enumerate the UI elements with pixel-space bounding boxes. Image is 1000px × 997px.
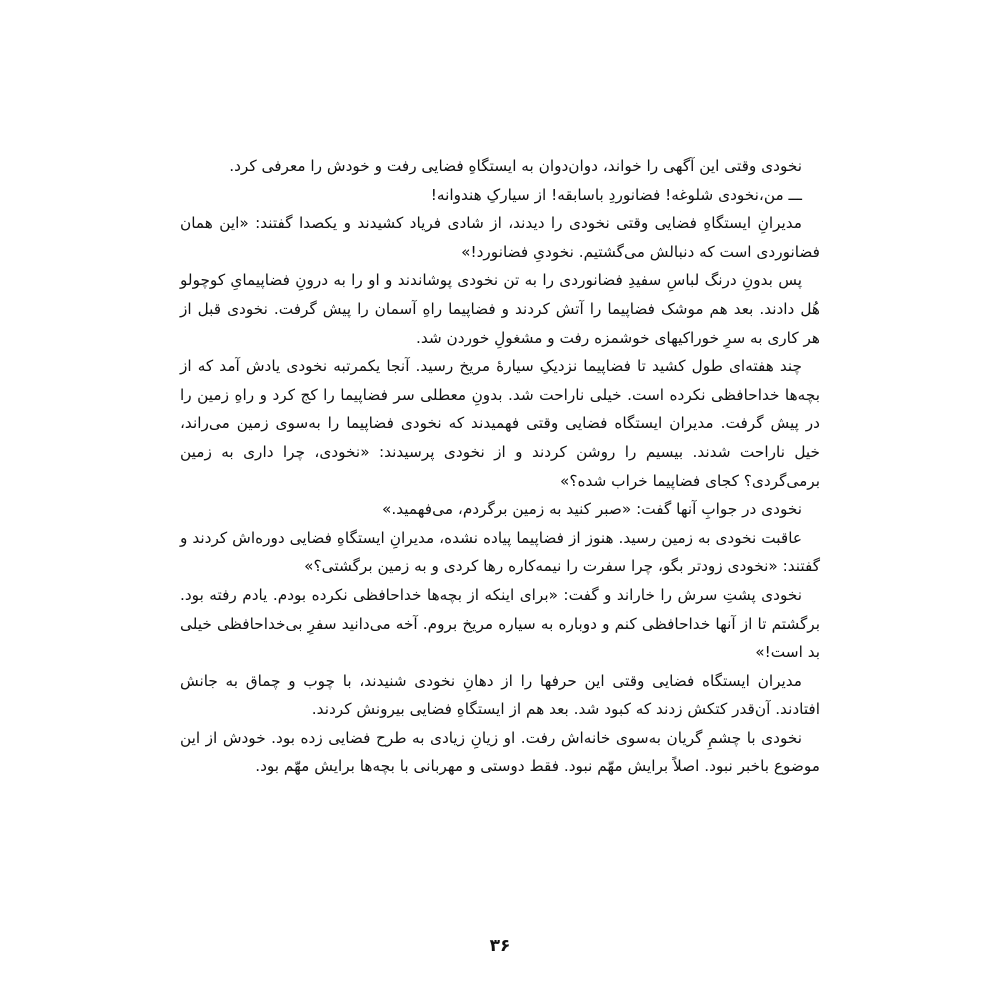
- paragraph-1: نخودی وقتی این آگهی را خواند، دوان‌دوان به ایستگاهِ فضایی رفت و خودش را معرفی کرد.: [229, 157, 802, 175]
- paragraph-8: نخودی پشتِ سرش را خاراند و گفت: «برای اینکه از بچه‌ها خداحافظی نکرده بودم. یادم رفته بود. برگشتم تا از آنها خداحافظی کنم و دوباره به سیاره مریخ بروم. آخه می‌دانید سفرِ بی‌خداحافظی خیلی بد است!»: [180, 585, 820, 662]
- page-number: ۳۶: [489, 936, 511, 956]
- paragraph-4: پس بدونِ درنگ لباسِ سفیدِ فضانوردی را به تن نخودی پوشاندند و او را به درونِ فضاپیمایِ کوچولو هُل دادند. بعد هم موشک فضاپیما را آتش کردند و فضاپیما راهِ آسمان را پیش گرفت. نخودی قبل از هر کاری به سرِ خوراکیهای خوشمزه رفت و مشغولِ خوردن شد.: [180, 271, 820, 347]
- paragraph-6: نخودی در جوابِ آنها گفت: «صبر کنید به زمین برگردم، می‌فهمید.»: [382, 500, 802, 519]
- story-text: [180, 152, 820, 781]
- paragraph-10: نخودی با چشمِ گریان به‌سوی خانه‌اش رفت. او زیانِ زیادی به طرح فضایی زده بود. خودش از این موضوع باخبر نبود. اصلاً برایش مهّم نبود. فقط دوستی و مهربانی با بچه‌ها برایش مهّم بود.: [180, 728, 820, 776]
- paragraph-3: مدیرانِ ایستگاهِ فضایی وقتی نخودی را دیدند، از شادی فریاد کشیدند و یکصدا گفتند: «این همان فضانوردی است که دنبالش می‌گشتیم. نخودیِ فضانورد!»: [180, 214, 820, 261]
- paragraph-5: چند هفته‌ای طول کشید تا فضاپیما نزدیکِ سیارهٔ مریخ رسید. آنجا یکمرتبه نخودی یادش آمد که از بچه‌ها خداحافظی نکرده است. خیلی ناراحت شد. بدونِ معطلی سر فضاپیما را کج کرد و راهِ زمین را در پیش گرفت. مدیران ایستگاه فضایی وقتی فهمیدند که نخودی فضاپیما را به‌سوی زمین می‌راند، خیل ناراحت شدند. بیسیم را روشن کردند و از نخودی پرسیدند: «نخودی، چرا داری به زمین برمی‌گردی؟ کجای فضاپیما خراب شده؟»: [180, 357, 820, 490]
- paragraph-2: ـــ من،نخودی شلوغه! فضانوردِ باسابقه! از سیارکِ هندوانه!: [430, 185, 802, 204]
- paragraph-7: عاقبت نخودی به زمین رسید. هنوز از فضاپیما پیاده نشده، مدیرانِ ایستگاهِ فضایی دوره‌اش کردند و گفتند: «نخودی زودتر بگو، چرا سفرت را نیمه‌کاره رها کردی و به زمین برگشتی؟»: [180, 528, 820, 576]
- paragraph-9: مدیران ایستگاه فضایی وقتی این حرفها را از دهانِ نخودی شنیدند، با چوب و چماق به جانش افتادند. آن‌قدر کتکش زدند که کبود شد. بعد هم از ایستگاهِ فضایی بیرونش کردند.: [180, 671, 820, 719]
